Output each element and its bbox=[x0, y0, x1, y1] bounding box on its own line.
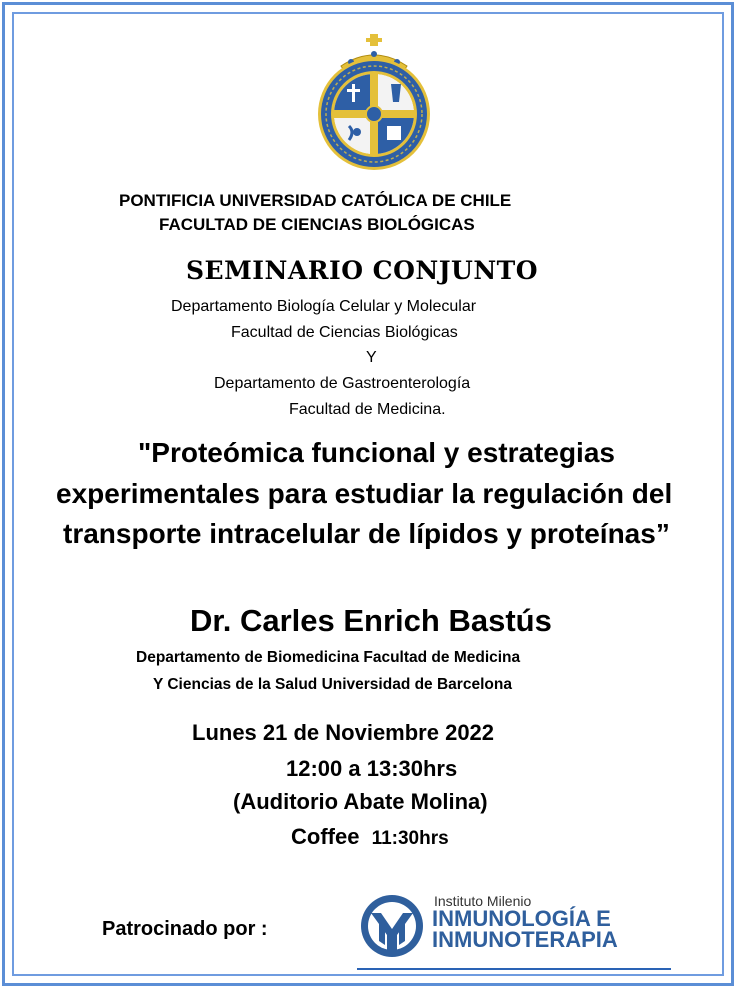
event-date: Lunes 21 de Noviembre 2022 bbox=[192, 720, 495, 745]
faculty-name: FACULTAD DE CIENCIAS BIOLÓGICAS bbox=[159, 215, 475, 234]
department-1: Departamento Biología Celular y Molecular bbox=[171, 298, 477, 315]
seminar-title: SEMINARIO CONJUNTO bbox=[186, 256, 539, 285]
speaker-affiliation-1: Departamento de Biomedicina Facultad de Medicina bbox=[136, 649, 521, 666]
department-2: Departamento de Gastroenterología bbox=[214, 375, 471, 392]
logo-line-3: INMUNOTERAPIA bbox=[432, 927, 618, 952]
speaker-affiliation-2: Y Ciencias de la Salud Universidad de Barcelona bbox=[153, 676, 512, 693]
institution-name: PONTIFICIA UNIVERSIDAD CATÓLICA DE CHILE bbox=[119, 191, 512, 210]
logo-line-1: Instituto Milenio bbox=[434, 893, 532, 909]
talk-title-line-2: experimentales para estudiar la regulación del bbox=[56, 478, 673, 509]
coffee-label: Coffee bbox=[291, 824, 360, 849]
event-venue: (Auditorio Abate Molina) bbox=[233, 789, 488, 814]
faculty-1: Facultad de Ciencias Biológicas bbox=[231, 324, 458, 341]
logo-underline bbox=[357, 968, 671, 970]
sponsor-label: Patrocinado por : bbox=[102, 918, 268, 940]
event-time: 12:00 a 13:30hrs bbox=[286, 756, 458, 781]
university-seal-icon bbox=[311, 32, 437, 172]
talk-title-line-1: "Proteómica funcional y estrategias bbox=[138, 437, 615, 468]
instituto-milenio-logo-icon bbox=[357, 893, 427, 959]
logo-line-2: INMUNOLOGÍA E bbox=[432, 906, 611, 931]
conjunction: Y bbox=[366, 349, 377, 366]
talk-title-line-3: transporte intracelular de lípidos y proteínas” bbox=[63, 518, 670, 549]
speaker-name: Dr. Carles Enrich Bastús bbox=[190, 603, 552, 638]
coffee-row bbox=[291, 824, 449, 850]
faculty-2: Facultad de Medicina. bbox=[289, 401, 446, 418]
coffee-time: 11:30hrs bbox=[371, 828, 449, 849]
